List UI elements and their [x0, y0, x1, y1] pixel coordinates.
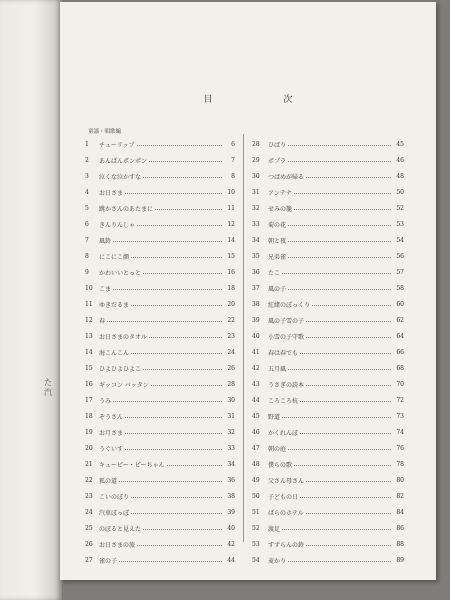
dot-leader [125, 192, 222, 194]
entry-number: 52 [252, 524, 260, 532]
toc-entry [252, 360, 404, 376]
entry-number: 16 [85, 380, 93, 388]
entry-title: あんぱんポンポン [99, 157, 148, 165]
entry-title: こま [99, 285, 112, 293]
entry-page-number: 15 [227, 252, 235, 260]
entry-title: 父さん母さん [268, 477, 305, 485]
entry-title: 朝と夜 [268, 237, 287, 245]
dot-leader [306, 336, 391, 338]
entry-page-number: 52 [396, 204, 404, 212]
toc-entry [252, 472, 404, 488]
dot-leader [143, 176, 222, 178]
toc-entry [252, 216, 404, 232]
entry-number: 7 [85, 236, 89, 244]
entry-number: 12 [85, 316, 93, 324]
entry-page-number: 73 [396, 412, 404, 420]
dot-leader [300, 432, 391, 434]
entry-title: 野道 [268, 413, 281, 421]
toc-entry [85, 376, 235, 392]
entry-page-number: 66 [396, 348, 404, 356]
entry-page-number: 40 [227, 524, 235, 532]
entry-number: 13 [85, 332, 93, 340]
dot-leader [149, 336, 222, 338]
entry-title: チューリップ [99, 141, 135, 149]
entry-number: 2 [85, 156, 89, 164]
entry-title: つばめが帰る [268, 173, 305, 181]
toc-entry [252, 296, 404, 312]
facing-page-edge [0, 0, 62, 600]
entry-title: 春は春でも [268, 349, 299, 357]
entry-title: お日さま [99, 189, 124, 197]
entry-title: 風の子 [268, 285, 287, 293]
entry-title: 汽車ぽっぽ [99, 509, 130, 517]
dot-leader [113, 400, 222, 402]
entry-page-number: 64 [396, 332, 404, 340]
entry-page-number: 30 [227, 396, 235, 404]
toc-entry [252, 552, 404, 568]
entry-number: 6 [85, 220, 89, 228]
toc-entry [252, 200, 404, 216]
entry-title: ひよひよひよこ [99, 365, 142, 373]
dot-leader [288, 240, 391, 242]
dot-leader [131, 496, 222, 498]
dot-leader [143, 272, 222, 274]
entry-number: 40 [252, 332, 260, 340]
entry-page-number: 78 [396, 460, 404, 468]
entry-page-number: 84 [396, 508, 404, 516]
entry-title: 子どもの日 [268, 493, 299, 501]
toc-entry [85, 536, 235, 552]
entry-page-number: 12 [227, 220, 235, 228]
toc-entry [252, 184, 404, 200]
dot-leader [306, 176, 391, 178]
toc-entry [85, 440, 235, 456]
entry-page-number: 60 [396, 300, 404, 308]
entry-number: 20 [85, 444, 93, 452]
toc-entry [252, 376, 404, 392]
section-heading: 童謡・唱歌編 [88, 129, 122, 135]
dot-leader [282, 528, 391, 530]
entry-page-number: 22 [227, 316, 235, 324]
entry-page-number: 62 [396, 316, 404, 324]
dot-leader [125, 432, 222, 434]
entry-title: 風の子雪の子 [268, 317, 305, 325]
entry-title: 跳かさんのあたまに [99, 205, 154, 213]
entry-title: 兄弟雀 [268, 253, 287, 261]
dot-leader [107, 320, 222, 322]
toc-entry [85, 232, 235, 248]
toc-entry [252, 408, 404, 424]
entry-number: 21 [85, 460, 93, 468]
entry-page-number: 8 [231, 172, 235, 180]
entry-number: 14 [85, 348, 93, 356]
toc-entry [85, 344, 235, 360]
entry-number: 53 [252, 540, 260, 548]
entry-title: にこにこ顔 [99, 253, 130, 261]
toc-entry [85, 152, 235, 168]
entry-title: アンテナ [268, 189, 292, 197]
entry-number: 25 [85, 524, 93, 532]
entry-number: 50 [252, 492, 260, 500]
dot-leader [143, 528, 222, 530]
dot-leader [288, 288, 391, 290]
entry-number: 28 [252, 140, 260, 148]
entry-title: かくれんぼ [268, 429, 299, 437]
entry-number: 34 [252, 236, 260, 244]
dot-leader [167, 464, 222, 466]
entry-page-number: 16 [227, 268, 235, 276]
entry-number: 5 [85, 204, 89, 212]
toc-entry [252, 392, 404, 408]
dot-leader [282, 416, 391, 418]
toc-entry [252, 136, 404, 152]
entry-number: 35 [252, 252, 260, 260]
entry-number: 3 [85, 172, 89, 180]
toc-entry [85, 136, 235, 152]
toc-entry [252, 440, 404, 456]
entry-page-number: 48 [396, 172, 404, 180]
toc-entry [252, 328, 404, 344]
dot-leader [137, 544, 222, 546]
toc-entry [252, 504, 404, 520]
entry-title: こいのぼり [99, 493, 130, 501]
entry-number: 47 [252, 444, 260, 452]
entry-number: 17 [85, 396, 93, 404]
entry-page-number: 10 [227, 188, 235, 196]
entry-page-number: 39 [227, 508, 235, 516]
entry-page-number: 32 [227, 428, 235, 436]
dot-leader [149, 160, 222, 162]
dot-leader [119, 560, 222, 562]
entry-title: 海こんこん [99, 349, 130, 357]
dot-leader [306, 320, 391, 322]
entry-page-number: 42 [227, 540, 235, 548]
entry-number: 22 [85, 476, 93, 484]
dot-leader [131, 256, 222, 258]
toc-entry [252, 168, 404, 184]
dot-leader [282, 272, 391, 274]
entry-number: 29 [252, 156, 260, 164]
entry-title: かわいいとっと [99, 269, 141, 277]
entry-page-number: 56 [396, 252, 404, 260]
entry-number: 31 [252, 188, 260, 196]
toc-page [60, 2, 436, 580]
entry-title: お日さまのタオル [99, 333, 148, 341]
dot-leader [300, 400, 391, 402]
dot-leader [288, 560, 391, 562]
dot-leader [306, 480, 391, 482]
entry-title: 雀の子 [99, 557, 118, 565]
entry-number: 33 [252, 220, 260, 228]
entry-number: 26 [85, 540, 93, 548]
toc-entry [252, 488, 404, 504]
entry-title: うみ [99, 397, 112, 405]
entry-page-number: 26 [227, 364, 235, 372]
dot-leader [125, 448, 222, 450]
dot-leader [288, 448, 391, 450]
toc-entry [252, 456, 404, 472]
entry-page-number: 23 [227, 332, 235, 340]
entry-page-number: 45 [396, 140, 404, 148]
toc-entry [85, 424, 235, 440]
entry-number: 42 [252, 364, 260, 372]
entry-number: 44 [252, 396, 260, 404]
dot-leader [131, 512, 222, 514]
toc-entry [252, 344, 404, 360]
entry-title: うぐいす [99, 445, 124, 453]
dot-leader [288, 256, 391, 258]
entry-number: 11 [85, 300, 93, 308]
entry-page-number: 57 [396, 268, 404, 276]
dot-leader [288, 160, 391, 162]
entry-page-number: 38 [227, 492, 235, 500]
toc-entry [85, 200, 235, 216]
toc-entry [85, 296, 235, 312]
entry-page-number: 76 [396, 444, 404, 452]
entry-title: ゆきだるま [99, 301, 130, 309]
entry-page-number: 20 [227, 300, 235, 308]
entry-title: 紅緒のぽっくり [268, 301, 311, 309]
entry-number: 23 [85, 492, 93, 500]
entry-title: ぱらのホテル [268, 509, 304, 517]
entry-page-number: 53 [396, 220, 404, 228]
dot-leader [137, 144, 222, 146]
toc-entry [85, 216, 235, 232]
entry-title: きんりんしゃ [99, 221, 136, 229]
toc-entry [85, 504, 235, 520]
entry-title: 泣くな泣かすな [99, 173, 142, 181]
entry-page-number: 31 [227, 412, 235, 420]
toc-entry [85, 248, 235, 264]
entry-number: 48 [252, 460, 260, 468]
entry-number: 10 [85, 284, 93, 292]
dot-leader [113, 288, 222, 290]
entry-title: キューピー・ピーちゃん [99, 461, 165, 469]
dot-leader [306, 512, 391, 514]
entry-page-number: 70 [396, 380, 404, 388]
toc-entry [252, 152, 404, 168]
entry-title: ポプラ [268, 157, 287, 165]
toc-entry [85, 520, 235, 536]
dot-leader [119, 480, 222, 482]
entry-title: たこ [268, 269, 281, 277]
entry-number: 8 [85, 252, 89, 260]
toc-entry [85, 280, 235, 296]
entry-title: うさぎの読本 [268, 381, 305, 389]
toc-entry [85, 552, 235, 568]
entry-page-number: 54 [396, 236, 404, 244]
toc-entry [85, 472, 235, 488]
entry-title: ひばり [268, 141, 287, 149]
entry-number: 45 [252, 412, 260, 420]
toc-entry [252, 536, 404, 552]
entry-number: 18 [85, 412, 93, 420]
entry-page-number: 46 [396, 156, 404, 164]
page-title: 目 次 [203, 95, 327, 105]
dot-leader [312, 304, 391, 306]
toc-entry [252, 248, 404, 264]
toc-entry [85, 184, 235, 200]
entry-page-number: 68 [396, 364, 404, 372]
entry-page-number: 24 [227, 348, 235, 356]
entry-number: 39 [252, 316, 260, 324]
entry-title: 菊の花 [268, 221, 287, 229]
entry-page-number: 36 [227, 476, 235, 484]
entry-number: 9 [85, 268, 89, 276]
entry-number: 24 [85, 508, 93, 516]
toc-entry [252, 312, 404, 328]
entry-page-number: 34 [227, 460, 235, 468]
dot-leader [306, 544, 391, 546]
entry-number: 38 [252, 300, 260, 308]
dot-leader [143, 368, 222, 370]
entry-title: ころころ杭 [268, 397, 299, 405]
entry-title: 朝の庭 [268, 445, 287, 453]
entry-title: のぼると見えた [99, 525, 142, 533]
entry-title: せみの籠 [268, 205, 293, 213]
entry-title: 麦かり [268, 557, 287, 565]
entry-number: 43 [252, 380, 260, 388]
dot-leader [288, 144, 391, 146]
entry-number: 30 [252, 172, 260, 180]
entry-title: すずらんの鈴 [268, 541, 305, 549]
toc-entry [252, 264, 404, 280]
toc-entry [85, 312, 235, 328]
dot-leader [125, 416, 222, 418]
entry-number: 37 [252, 284, 260, 292]
entry-page-number: 72 [396, 396, 404, 404]
toc-entry [85, 408, 235, 424]
toc-entry [85, 360, 235, 376]
dot-leader [294, 208, 391, 210]
entry-title: 狐の道 [99, 477, 118, 485]
entry-title: 渡足 [268, 525, 281, 533]
dot-leader [288, 224, 391, 226]
toc-entry [252, 232, 404, 248]
entry-page-number: 80 [396, 476, 404, 484]
entry-number: 27 [85, 556, 93, 564]
entry-title: ぞうさん [99, 413, 124, 421]
entry-page-number: 14 [227, 236, 235, 244]
entry-title: 風鈴 [99, 237, 112, 245]
entry-title: お月さま [99, 429, 124, 437]
entry-page-number: 89 [396, 556, 404, 564]
entry-title: ギッコン バッタン [99, 381, 149, 389]
entry-number: 41 [252, 348, 260, 356]
toc-entry [85, 456, 235, 472]
dot-leader [155, 208, 222, 210]
dot-leader [306, 384, 391, 386]
entry-title: 五月風 [268, 365, 287, 373]
toc-right-column [252, 136, 404, 568]
facing-page-text: た 汽 [44, 378, 52, 397]
entry-page-number: 44 [227, 556, 235, 564]
dot-leader [151, 384, 222, 386]
entry-page-number: 50 [396, 188, 404, 196]
entry-number: 36 [252, 268, 260, 276]
dot-leader [131, 352, 222, 354]
entry-title: 僕らの歌 [268, 461, 293, 469]
dot-leader [137, 224, 222, 226]
entry-title: お日さまの旅 [99, 541, 136, 549]
entry-page-number: 18 [227, 284, 235, 292]
entry-page-number: 33 [227, 444, 235, 452]
toc-entry [252, 520, 404, 536]
entry-page-number: 74 [396, 428, 404, 436]
toc-entry [252, 424, 404, 440]
dot-leader [294, 464, 391, 466]
dot-leader [113, 240, 222, 242]
toc-entry [85, 264, 235, 280]
entry-number: 46 [252, 428, 260, 436]
toc-entry [85, 392, 235, 408]
entry-number: 32 [252, 204, 260, 212]
entry-number: 15 [85, 364, 93, 372]
entry-page-number: 58 [396, 284, 404, 292]
entry-page-number: 82 [396, 492, 404, 500]
entry-number: 49 [252, 476, 260, 484]
entry-page-number: 88 [396, 540, 404, 548]
entry-title: 春 [99, 317, 106, 325]
entry-number: 4 [85, 188, 89, 196]
dot-leader [131, 304, 222, 306]
dot-leader [288, 368, 391, 370]
dot-leader [300, 352, 391, 354]
dot-leader [294, 192, 391, 194]
toc-left-column [85, 136, 235, 568]
dot-leader [300, 496, 391, 498]
column-divider [243, 134, 244, 542]
entry-number: 1 [85, 140, 89, 148]
entry-page-number: 86 [396, 524, 404, 532]
toc-entry [85, 488, 235, 504]
entry-page-number: 7 [231, 156, 235, 164]
entry-page-number: 11 [227, 204, 235, 212]
entry-title: 小雪の子守歌 [268, 333, 305, 341]
toc-entry [85, 328, 235, 344]
entry-page-number: 28 [227, 380, 235, 388]
entry-number: 54 [252, 556, 260, 564]
toc-entry [252, 280, 404, 296]
toc-entry [85, 168, 235, 184]
entry-number: 51 [252, 508, 260, 516]
entry-page-number: 6 [231, 140, 235, 148]
entry-number: 19 [85, 428, 93, 436]
